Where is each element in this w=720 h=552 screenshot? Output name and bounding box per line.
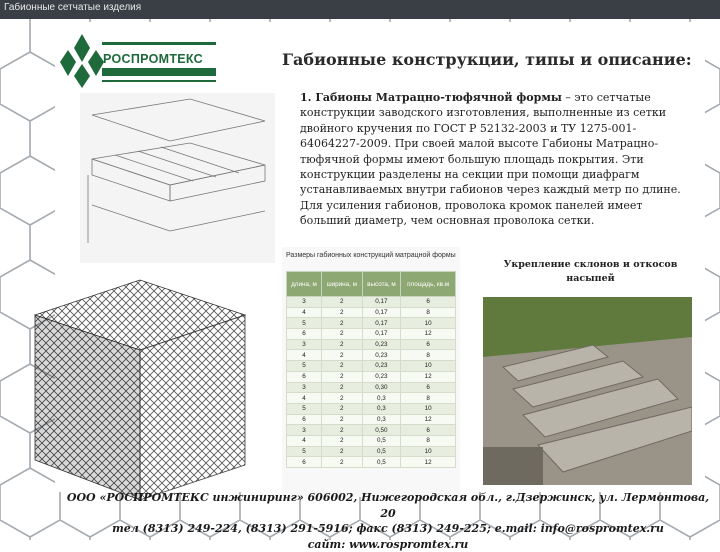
table-cell: 0,17 <box>362 307 401 318</box>
slope-reinforcement-photo <box>483 297 692 485</box>
table-header-cell: ширина, м <box>321 272 362 297</box>
description-lead: 1. Габионы Матрацно-тюфячной формы <box>300 91 562 104</box>
table-cell: 6 <box>401 425 456 436</box>
table-cell: 5 <box>287 361 322 372</box>
table-cell: 0,17 <box>362 329 401 340</box>
table-row <box>287 425 456 436</box>
footer-website: сайт: www.rospromtex.ru <box>58 537 718 552</box>
table-title: Размеры габионных конструкций матрацной формы <box>286 252 456 260</box>
table-cell: 12 <box>401 371 456 382</box>
table-cell: 0,23 <box>362 361 401 372</box>
table-row <box>287 446 456 457</box>
table-cell: 2 <box>321 307 362 318</box>
description-body: – это сетчатые конструкции заводского изготовления, выполненные из сетки двойного кручения по ГОСТ Р 52132-2003 и ТУ 1275-001-64064227-2009. При своей малой высоте Габионы Матрацно-тюфячной формы имеют большую площадь покрытия. Эти конструкции разделены на секции при помощи диафрагм устанавливаемых внутри габионов через каждый метр по длине. Для усиления габионов, проволока кромок панелей имеет больший диаметр, чем основная проволока сетки. <box>300 91 681 227</box>
table-cell: 10 <box>401 403 456 414</box>
table-cell: 2 <box>321 382 362 393</box>
table-cell: 2 <box>321 435 362 446</box>
table-cell: 2 <box>321 425 362 436</box>
table-cell: 10 <box>401 318 456 329</box>
table-cell: 0,5 <box>362 446 401 457</box>
table-cell: 12 <box>401 457 456 468</box>
table-row <box>287 403 456 414</box>
table-row <box>287 350 456 361</box>
table-cell: 6 <box>401 339 456 350</box>
table-cell: 6 <box>287 457 322 468</box>
table-cell: 2 <box>321 446 362 457</box>
table-cell: 4 <box>287 307 322 318</box>
table-row <box>287 329 456 340</box>
description-text <box>300 90 690 229</box>
table-cell: 0,17 <box>362 297 401 308</box>
table-cell: 0,23 <box>362 371 401 382</box>
table-cell: 10 <box>401 446 456 457</box>
table-cell: 2 <box>321 329 362 340</box>
table-cell: 10 <box>401 361 456 372</box>
table-cell: 5 <box>287 403 322 414</box>
table-body <box>287 297 456 468</box>
table-cell: 2 <box>321 339 362 350</box>
table-cell: 4 <box>287 350 322 361</box>
table-cell: 0,17 <box>362 318 401 329</box>
table-cell: 8 <box>401 435 456 446</box>
table-row <box>287 371 456 382</box>
table-cell: 0,23 <box>362 339 401 350</box>
table-cell: 3 <box>287 382 322 393</box>
photo-caption: Укрепление склонов и откосов насыпей <box>488 258 693 286</box>
table-cell: 4 <box>287 435 322 446</box>
table-cell: 2 <box>321 318 362 329</box>
table-row <box>287 457 456 468</box>
table-cell: 5 <box>287 446 322 457</box>
top-strip <box>0 0 720 19</box>
table-cell: 4 <box>287 393 322 404</box>
table-row <box>287 382 456 393</box>
table-cell: 12 <box>401 414 456 425</box>
table-cell: 0,5 <box>362 457 401 468</box>
table-cell: 6 <box>287 329 322 340</box>
table-row <box>287 414 456 425</box>
table-cell: 0,3 <box>362 393 401 404</box>
table-cell: 8 <box>401 393 456 404</box>
logo-brand-text: РОСПРОМТЕКС <box>103 52 203 66</box>
table-cell: 2 <box>321 350 362 361</box>
table-cell: 2 <box>321 403 362 414</box>
table-header-cell: длина, м <box>287 272 322 297</box>
slide-header-title: Габионные сетчатые изделия <box>4 2 141 13</box>
table-cell: 0,50 <box>362 425 401 436</box>
table-cell: 6 <box>287 414 322 425</box>
table-cell: 0,5 <box>362 435 401 446</box>
table-row <box>287 435 456 446</box>
table-cell: 2 <box>321 371 362 382</box>
table-cell: 3 <box>287 425 322 436</box>
table-cell: 12 <box>401 329 456 340</box>
table-cell: 2 <box>321 297 362 308</box>
table-cell: 3 <box>287 297 322 308</box>
table-row <box>287 393 456 404</box>
table-cell: 8 <box>401 307 456 318</box>
table-row <box>287 361 456 372</box>
dimensions-table-panel <box>282 247 460 497</box>
gabion-mesh-photo <box>30 275 250 503</box>
table-cell: 0,3 <box>362 414 401 425</box>
table-cell: 2 <box>321 361 362 372</box>
table-cell: 6 <box>401 382 456 393</box>
table-cell: 3 <box>287 339 322 350</box>
footer-phones: тел (8313) 249-224, (8313) 291-5916; факс (8313) 249-225; e.mail: info@rospromtex.ru <box>58 521 718 537</box>
table-cell: 0,3 <box>362 403 401 414</box>
table-cell: 2 <box>321 393 362 404</box>
table-cell: 6 <box>287 371 322 382</box>
dimensions-table <box>286 271 456 468</box>
footer-company-address: ООО «РОСПРОМТЕКС инжиниринг» 606002, Нижегородская обл., г.Дзержинск, ул. Лермонтова, 20 <box>58 490 718 521</box>
table-row <box>287 297 456 308</box>
page-title: Габионные конструкции, типы и описание: <box>282 50 702 69</box>
table-cell: 2 <box>321 414 362 425</box>
gabion-technical-drawing <box>80 93 275 263</box>
footer-contacts <box>58 490 718 552</box>
table-cell: 6 <box>401 297 456 308</box>
table-row <box>287 318 456 329</box>
table-cell: 0,30 <box>362 382 401 393</box>
table-cell: 8 <box>401 350 456 361</box>
table-row <box>287 307 456 318</box>
table-header-cell: площадь, кв.м <box>401 272 456 297</box>
table-row <box>287 339 456 350</box>
table-cell: 0,23 <box>362 350 401 361</box>
table-header-cell: высота, м <box>362 272 401 297</box>
table-cell: 2 <box>321 457 362 468</box>
table-cell: 5 <box>287 318 322 329</box>
